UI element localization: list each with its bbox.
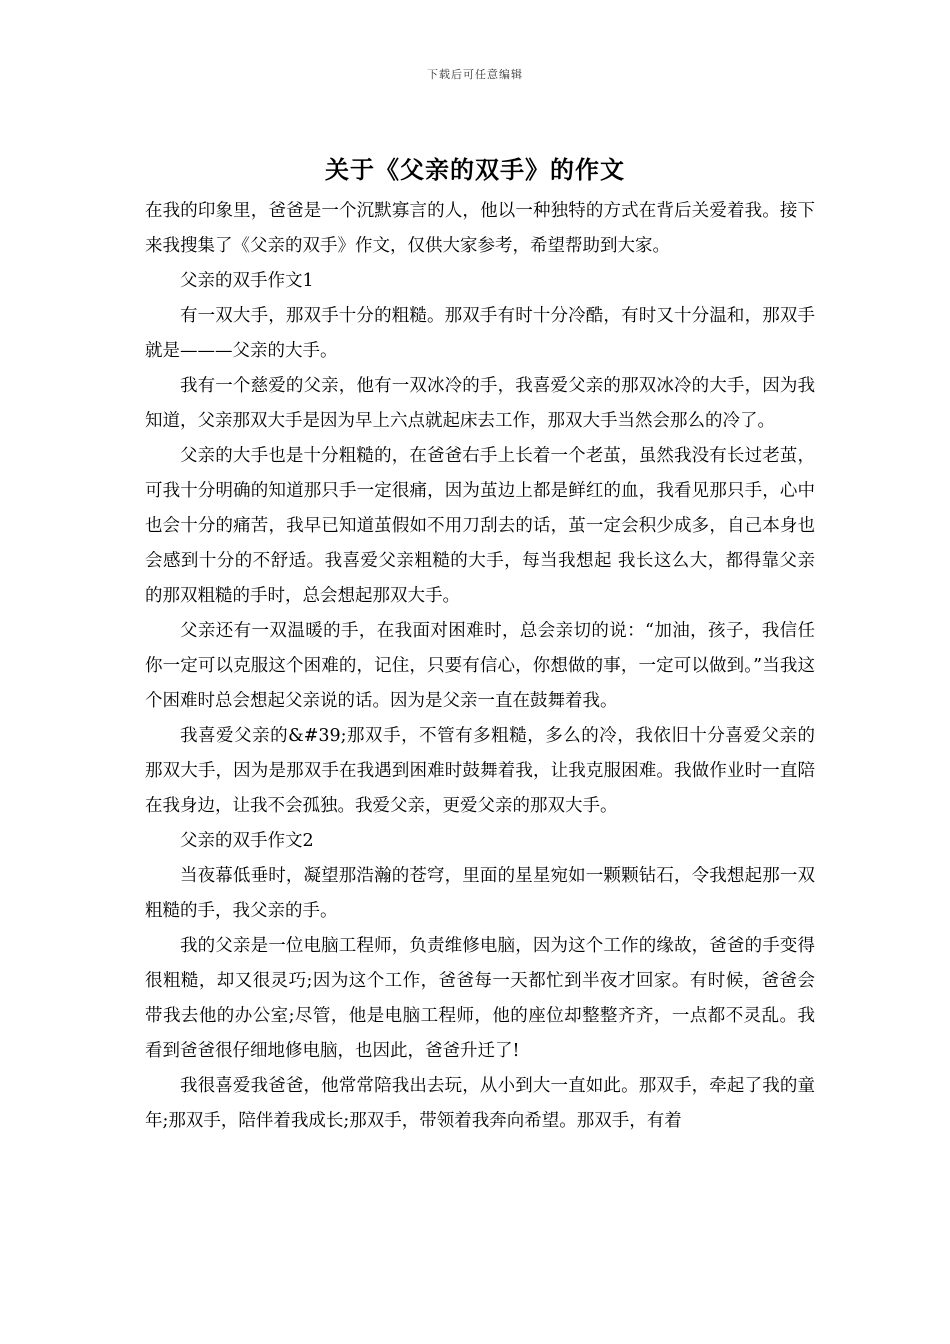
body-paragraph: 我有一个慈爱的父亲，他有一双冰冷的手，我喜爱父亲的那双冰冷的大手，因为我知道，父亲那双大手是因为早上六点就起床去工作，那双大手当然会那么的冷了。 [145,376,815,431]
body-paragraph: 父亲还有一双温暖的手，在我面对困难时，总会亲切的说：“加油，孩子，我信任你一定可以克服这个困难的，记住，只要有信心，你想做的事，一定可以做到。”当我这个困难时总会想起父亲说的话。因为是父亲一直在鼓舞着我。 [145,621,815,711]
body-paragraph: 当夜幕低垂时，凝望那浩瀚的苍穹，里面的星星宛如一颗颗钻石，令我想起那一双粗糙的手，我父亲的手。 [145,866,815,921]
document-title: 关于《父亲的双手》的作文 [325,155,625,184]
body-paragraph: 我喜爱父亲的&#39;那双手，不管有多粗糙，多么的冷，我依旧十分喜爱父亲的那双大手，因为是那双手在我遇到困难时鼓舞着我，让我克服困难。我做作业时一直陪在我身边，让我不会孤独。我爱父亲，更爱父亲的那双大手。 [145,726,815,816]
section-heading-1: 父亲的双手作文1 [180,271,314,291]
section-heading-2: 父亲的双手作文2 [180,831,314,851]
intro-paragraph: 在我的印象里，爸爸是一个沉默寡言的人，他以一种独特的方式在背后关爱着我。接下来我搜集了《父亲的双手》作文，仅供大家参考，希望帮助到大家。 [145,201,815,256]
document-body [145,194,815,1139]
body-paragraph: 父亲的大手也是十分粗糙的，在爸爸右手上长着一个老茧，虽然我没有长过老茧，可我十分明确的知道那只手一定很痛，因为茧边上都是鲜红的血，我看见那只手，心中也会十分的痛苦，我早已知道茧假如不用刀刮去的话，茧一定会积少成多，自己本身也会感到十分的不舒适。我喜爱父亲粗糙的大手，每当我想起 我长这么大，都得靠父亲的那双粗糙的手时，总会想起那双大手。 [145,446,815,606]
header-note: 下载后可任意编辑 [427,68,523,81]
body-paragraph: 我很喜爱我爸爸，他常常陪我出去玩，从小到大一直如此。那双手，牵起了我的童年;那双手，陪伴着我成长;那双手，带领着我奔向希望。那双手，有着 [145,1076,815,1131]
body-paragraph: 我的父亲是一位电脑工程师，负责维修电脑，因为这个工作的缘故，爸爸的手变得很粗糙，却又很灵巧;因为这个工作，爸爸每一天都忙到半夜才回家。有时候，爸爸会带我去他的办公室;尽管，他是电脑工程师，他的座位却整整齐齐，一点都不灵乱。我看到爸爸很仔细地修电脑，也因此，爸爸升迁了! [145,936,815,1061]
body-paragraph: 有一双大手，那双手十分的粗糙。那双手有时十分冷酷，有时又十分温和，那双手就是———父亲的大手。 [145,306,815,361]
